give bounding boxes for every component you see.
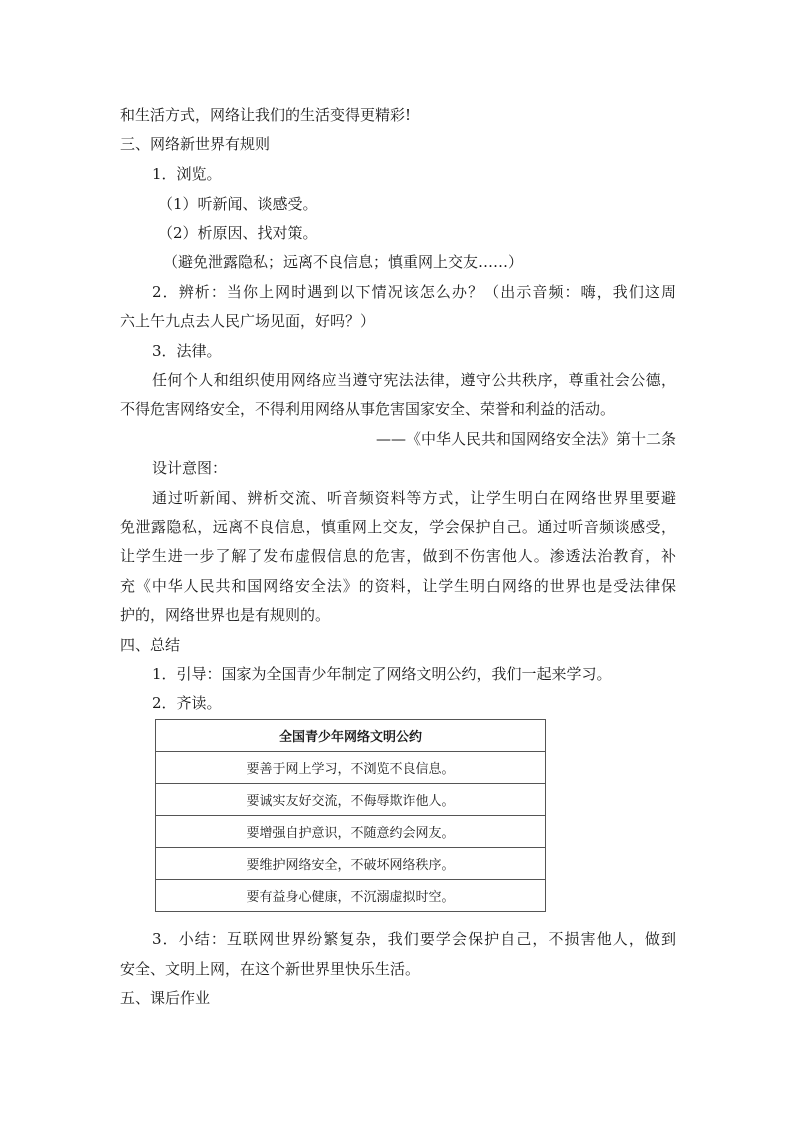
law-quote: 不得危害网络安全，不得利用网络从事危害国家安全、荣誉和利益的活动。 bbox=[120, 400, 616, 418]
list-item: （2）析原因、找对策。 bbox=[158, 224, 318, 242]
text-line: 安全、文明上网，在这个新世界里快乐生活。 bbox=[120, 960, 421, 978]
law-quote: 任何个人和组织使用网络应当遵守宪法法律，遵守公共秩序，尊重社会公德， bbox=[152, 371, 676, 389]
text-line: 和生活方式，网络让我们的生活变得更精彩! bbox=[120, 106, 412, 124]
list-item: 1．引导：国家为全国青少年制定了网络文明公约，我们一起来学习。 bbox=[152, 665, 612, 683]
table-header: 全国青少年网络文明公约 bbox=[156, 720, 546, 752]
table-row: 要善于网上学习，不浏览不良信息。 bbox=[156, 752, 546, 784]
list-item: （1）听新闻、谈感受。 bbox=[158, 195, 318, 213]
text-line: 六上午九点去人民广场见面，好吗？） bbox=[120, 312, 376, 330]
list-item: 3．小结：互联网世界纷繁复杂，我们要学会保护自己，不损害他人，做到 bbox=[152, 930, 676, 948]
list-item: 2．辨析：当你上网时遇到以下情况该怎么办？（出示音频：嗨，我们这周 bbox=[152, 283, 676, 301]
table-row: 要维护网络安全，不破坏网络秩序。 bbox=[156, 848, 546, 880]
list-item: 2．齐读。 bbox=[152, 694, 222, 712]
list-item: 3．法律。 bbox=[152, 342, 222, 360]
text-line: （避免泄露隐私；远离不良信息；慎重网上交友……） bbox=[163, 253, 524, 271]
section-heading: 五、课后作业 bbox=[120, 989, 211, 1007]
table-row: 要有益身心健康，不沉溺虚拟时空。 bbox=[156, 880, 546, 912]
law-citation: ——《中华人民共和国网络安全法》第十二条 bbox=[375, 430, 676, 448]
table-row: 要增强自护意识，不随意约会网友。 bbox=[156, 816, 546, 848]
section-heading: 四、总结 bbox=[120, 636, 181, 654]
list-item: 1．浏览。 bbox=[152, 165, 222, 183]
text-line: 免泄露隐私，远离不良信息，慎重网上交友，学会保护自己。通过听音频谈感受， bbox=[120, 518, 676, 536]
design-intent-label: 设计意图： bbox=[152, 459, 228, 477]
civility-pact-table bbox=[155, 719, 546, 912]
text-line: 充《中华人民共和国网络安全法》的资料，让学生明白网络的世界也是受法律保 bbox=[120, 577, 676, 595]
section-heading: 三、网络新世界有规则 bbox=[120, 135, 271, 153]
text-line: 让学生进一步了解了发布虚假信息的危害，做到不伤害他人。渗透法治教育，补 bbox=[120, 547, 676, 565]
text-line: 通过听新闻、辨析交流、听音频资料等方式，让学生明白在网络世界里要避 bbox=[152, 489, 676, 507]
table-row: 要诚实友好交流，不侮辱欺诈他人。 bbox=[156, 784, 546, 816]
text-line: 护的，网络世界也是有规则的。 bbox=[120, 606, 331, 624]
